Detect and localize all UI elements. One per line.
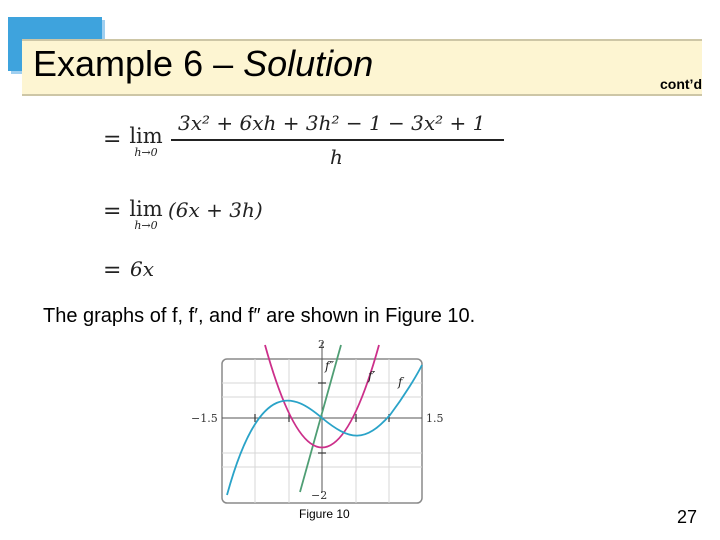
limit-expression: (6x + 3h): [168, 198, 263, 222]
lim-sub-1: h→0: [134, 146, 158, 159]
page-number: 27: [677, 507, 698, 527]
tick-x-right: 1.5: [426, 412, 444, 425]
lim-word-2: lim: [129, 197, 163, 221]
limit-2: [126, 197, 166, 232]
fraction-denominator: h: [330, 145, 343, 169]
figure-caption: The graphs of f, f′, and f″ are shown in Figure 10.: [43, 305, 476, 327]
label-f-double-prime: f″: [325, 359, 334, 373]
equals-sign-2: =: [103, 199, 122, 224]
graph-figure: [185, 335, 460, 505]
title-main: Example 6 –: [33, 43, 244, 84]
lim-sub-2: h→0: [134, 219, 158, 232]
result-expression: 6x: [130, 257, 155, 281]
label-f-prime: f′: [368, 369, 376, 383]
equals-sign-3: =: [103, 258, 122, 283]
fraction-numerator: 3x² + 6xh + 3h² − 1 − 3x² + 1: [178, 111, 486, 135]
figure-label: Figure 10: [299, 507, 350, 521]
tick-x-left: −1.5: [191, 412, 218, 425]
contd-label: cont’d: [660, 76, 702, 92]
label-f: f: [398, 375, 403, 389]
equals-sign-1: =: [103, 127, 122, 152]
tick-y-top: 2: [318, 338, 325, 351]
fraction-bar: [171, 139, 504, 141]
lim-word-1: lim: [129, 124, 163, 148]
tick-y-bottom: −2: [311, 489, 328, 502]
slide-title: [33, 42, 373, 86]
limit-1: [126, 124, 166, 159]
curve-f: [227, 365, 422, 495]
title-italic: Solution: [243, 43, 374, 84]
